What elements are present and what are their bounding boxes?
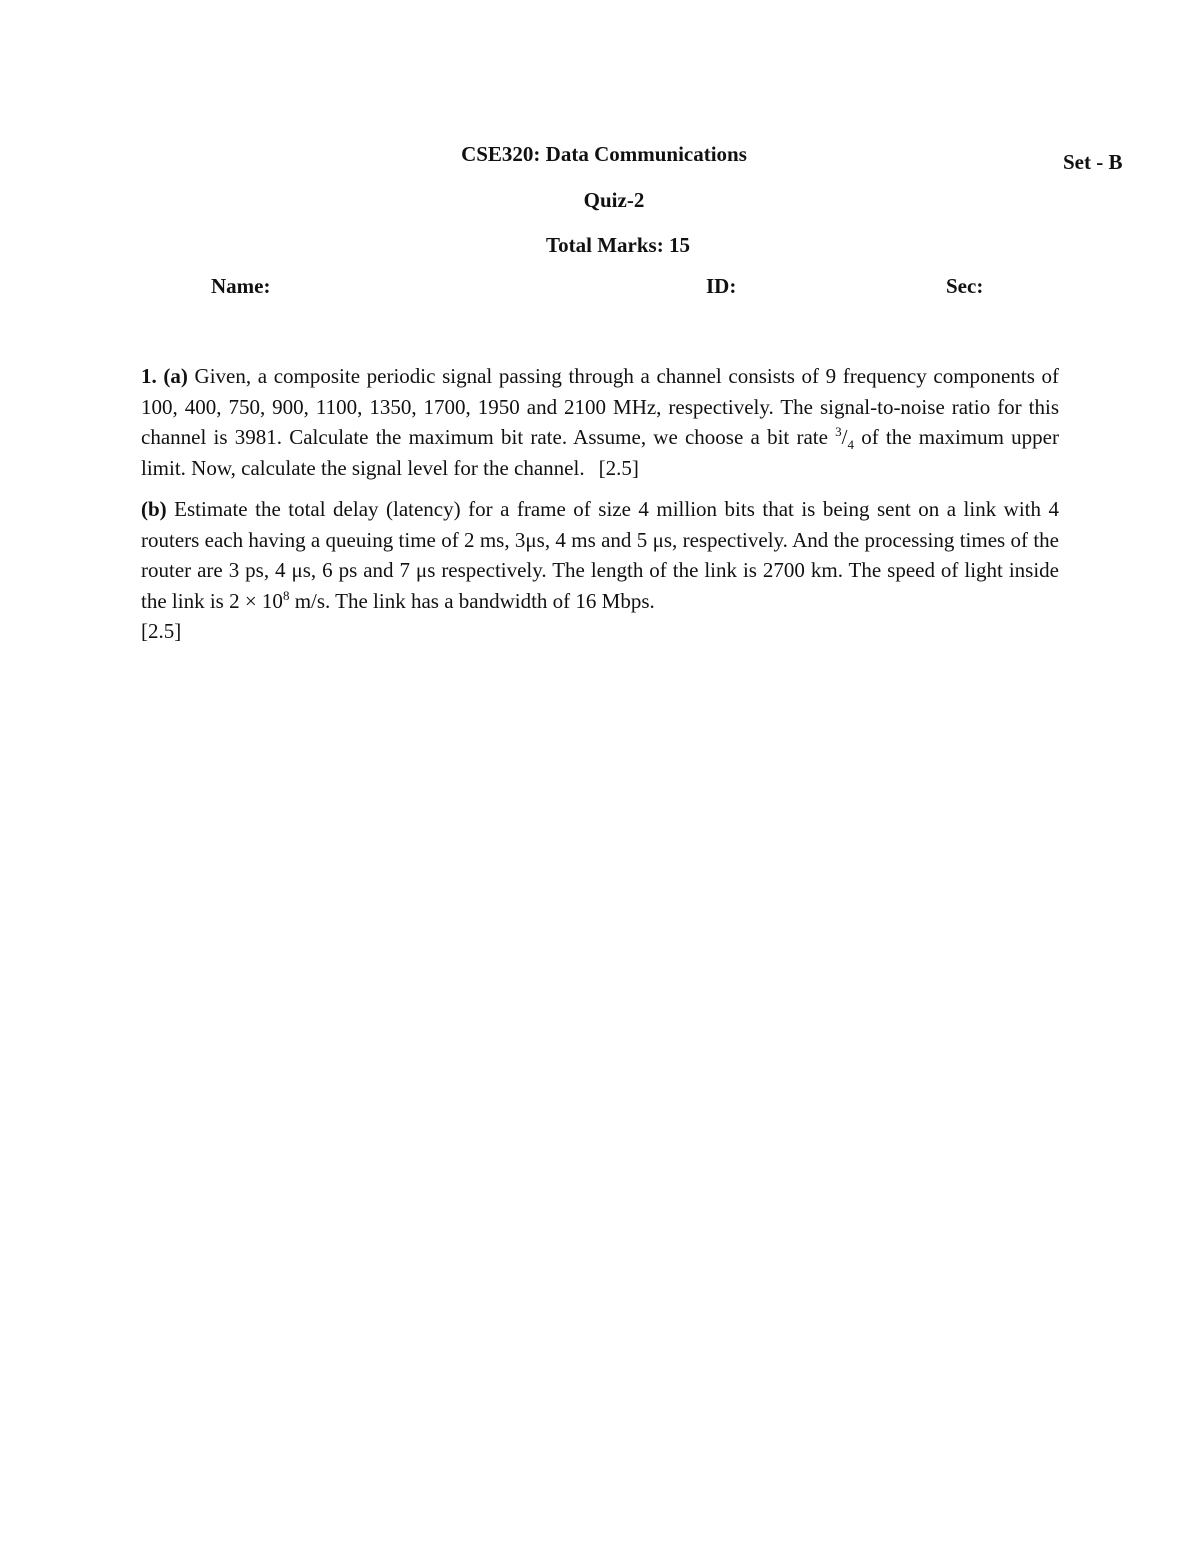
part-b-marks: [2.5] (141, 619, 182, 643)
set-label: Set - B (1063, 150, 1123, 174)
part-a-text-continued: of the maximum upper limit. Now, calculate the signal level for the channel. (141, 425, 1059, 480)
question-1-part-a (141, 361, 1059, 483)
id-field-label: ID: (706, 274, 737, 298)
fraction-denominator: 4 (847, 437, 854, 453)
part-b-label: (b) (141, 497, 167, 521)
fraction-numerator: 3 (835, 424, 842, 439)
exponent: 8 (282, 587, 290, 603)
total-marks: Total Marks: 15 (546, 233, 690, 257)
name-field-label: Name: (211, 274, 271, 298)
course-title: CSE320: Data Communications (461, 142, 747, 166)
part-a-text: Given, a composite periodic signal passing through a channel consists of 9 frequency components of 100, 400, 750, 900, 1100, 1350, 1700, 1950 and 2100 MHz, respectively. The signal-to-noise ratio for this channel is 3981. Calculate the maximum bit rate. Assume, we choose a bit rate (141, 364, 1060, 449)
question-1-part-b (141, 494, 1059, 647)
part-a-label: (a) (163, 364, 188, 388)
quiz-title: Quiz-2 (583, 188, 645, 212)
question-number: 1. (141, 364, 157, 388)
fraction-three-quarters (835, 424, 854, 453)
part-a-marks: [2.5] (598, 455, 639, 480)
part-b-text-continued: m/s. The link has a bandwidth of 16 Mbps. (289, 588, 655, 613)
part-b-text: Estimate the total delay (latency) for a frame of size 4 million bits that is being sent on a link with 4 routers each having a queuing time of 2 ms, 3μs, 4 ms and 5 μs, respectively. And the processing times of the router are 3 ps, 4 μs, 6 ps and 7 μs respectively. The length of the link is 2700 km. The speed of light inside the link is 2 × 10 (141, 497, 1059, 613)
fraction-slash: / (841, 425, 848, 449)
section-field-label: Sec: (946, 274, 984, 298)
